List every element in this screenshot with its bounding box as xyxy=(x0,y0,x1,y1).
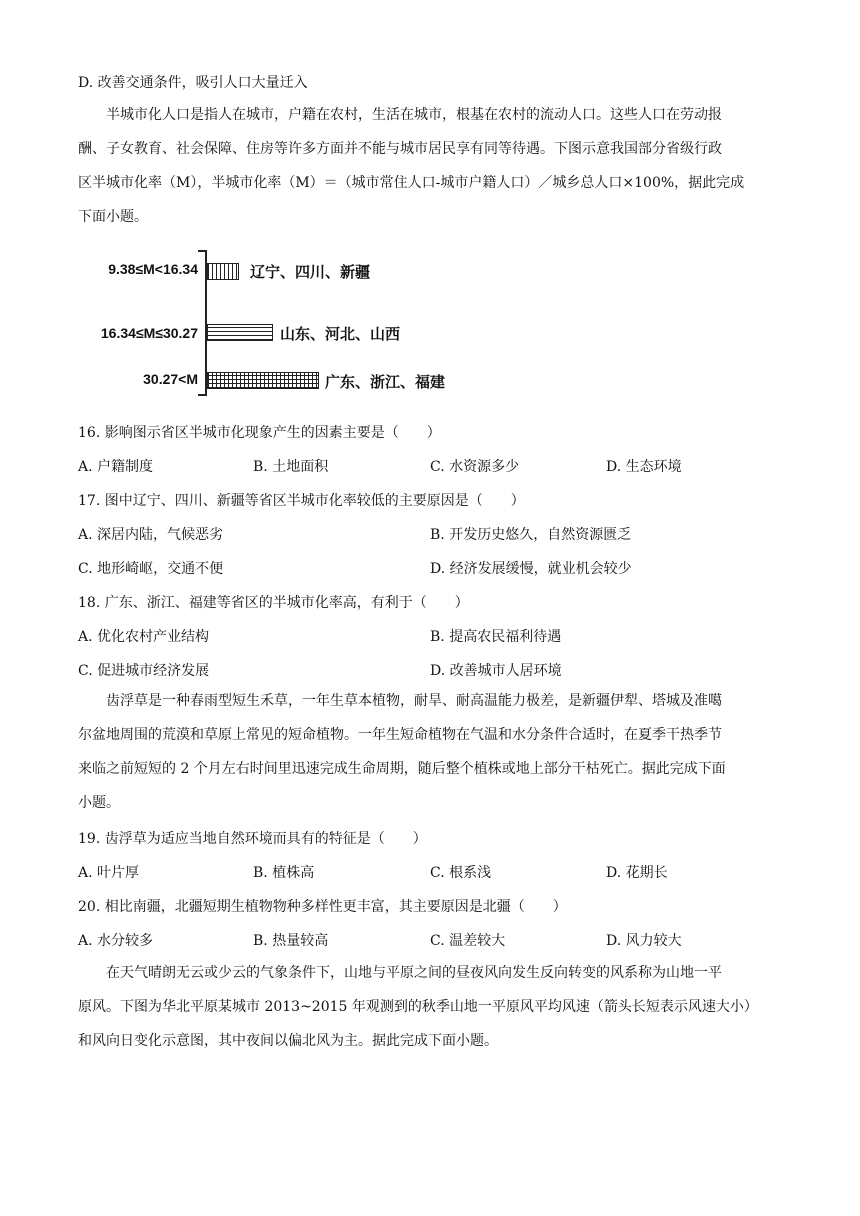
passage-ephemeral-plant xyxy=(78,684,798,820)
q15-option-d: D. 改善交通条件，吸引人口大量迁入 xyxy=(78,75,308,91)
q16-option-b[interactable]: B. 土地面积 xyxy=(253,459,329,475)
question-19: 19. 齿浮草为适应当地自然环境而具有的特征是（ ） xyxy=(78,831,427,847)
chart-category-label: 16.34≤M≤30.27 xyxy=(100,325,198,341)
q16-option-a[interactable]: A. 户籍制度 xyxy=(78,459,154,475)
chart-bar-label: 广东、浙江、福建 xyxy=(325,373,446,391)
q19-option-a[interactable]: A. 叶片厚 xyxy=(78,865,140,881)
passage-mountain-plain-wind xyxy=(78,956,798,1058)
passage-line: 在天气晴朗无云或少云的气象条件下，山地与平原之间的昼夜风向发生反向转变的风系称为山地一平 xyxy=(106,965,722,981)
chart-bar-label: 山东、河北、山西 xyxy=(280,325,401,343)
passage-semi-urbanization xyxy=(78,98,798,234)
chart-category-label: 9.38≤M<16.34 xyxy=(108,261,198,277)
passage-line: 酬、子女教育、社会保障、住房等许多方面并不能与城市居民享有同等待遇。下图示意我国部分省级行政 xyxy=(78,141,722,157)
chart-category-label: 30.27<M xyxy=(143,371,198,387)
q19-option-c[interactable]: C. 根系浅 xyxy=(430,865,492,881)
passage-line: 小题。 xyxy=(78,795,120,811)
q19-option-b[interactable]: B. 植株高 xyxy=(253,865,315,881)
q17-option-a[interactable]: A. 深居内陆，气候恶劣 xyxy=(78,527,224,543)
passage-line: 和风向日变化示意图，其中夜间以偏北风为主。据此完成下面小题。 xyxy=(78,1033,498,1049)
q18-option-b[interactable]: B. 提高农民福利待遇 xyxy=(430,629,562,645)
passage-line: 半城市化人口是指人在城市，户籍在农村，生活在城市，根基在农村的流动人口。这些人口在劳动报 xyxy=(106,107,722,123)
question-18: 18. 广东、浙江、福建等省区的半城市化率高，有利于（ ） xyxy=(78,595,469,611)
chart-bar-3 xyxy=(207,372,319,389)
chart-tick xyxy=(198,250,206,252)
passage-line: 来临之前短短的 2 个月左右时间里迅速完成生命周期，随后整个植株或地上部分干枯死亡。据此完成下面 xyxy=(78,761,726,777)
chart-tick xyxy=(198,394,206,396)
q20-option-d[interactable]: D. 风力较大 xyxy=(606,933,682,949)
passage-line: 齿浮草是一种春雨型短生禾草，一年生草本植物，耐旱、耐高温能力极差，是新疆伊犁、塔城及准噶 xyxy=(106,693,722,709)
passage-line: 下面小题。 xyxy=(78,209,148,225)
chart-bar-2 xyxy=(207,324,273,341)
chart-bar-label: 辽宁、四川、新疆 xyxy=(250,263,371,281)
question-17: 17. 图中辽宁、四川、新疆等省区半城市化率较低的主要原因是（ ） xyxy=(78,493,525,509)
q16-option-c[interactable]: C. 水资源多少 xyxy=(430,459,520,475)
semi-urbanization-chart xyxy=(78,244,498,404)
q20-option-a[interactable]: A. 水分较多 xyxy=(78,933,154,949)
q16-option-d[interactable]: D. 生态环境 xyxy=(606,459,682,475)
q19-option-d[interactable]: D. 花期长 xyxy=(606,865,668,881)
chart-bar-1 xyxy=(207,263,239,280)
q20-option-b[interactable]: B. 热量较高 xyxy=(253,933,329,949)
q17-option-b[interactable]: B. 开发历史悠久，自然资源匮乏 xyxy=(430,527,632,543)
passage-line: 区半城市化率（M），半城市化率（M）＝（城市常住人口-城市户籍人口）／城乡总人口×100%，据此完成 xyxy=(78,175,745,191)
passage-line: 原风。下图为华北平原某城市 2013~2015 年观测到的秋季山地一平原风平均风速（箭头长短表示风速大小） xyxy=(78,999,758,1015)
q17-option-d[interactable]: D. 经济发展缓慢，就业机会较少 xyxy=(430,561,632,577)
q18-option-d[interactable]: D. 改善城市人居环境 xyxy=(430,663,562,679)
question-16: 16. 影响图示省区半城市化现象产生的因素主要是（ ） xyxy=(78,425,441,441)
question-20: 20. 相比南疆，北疆短期生植物物种多样性更丰富，其主要原因是北疆（ ） xyxy=(78,899,567,915)
q20-option-c[interactable]: C. 温差较大 xyxy=(430,933,506,949)
passage-line: 尔盆地周围的荒漠和草原上常见的短命植物。一年生短命植物在气温和水分条件合适时，在夏季干热季节 xyxy=(78,727,722,743)
q17-option-c[interactable]: C. 地形崎岖，交通不便 xyxy=(78,561,224,577)
q18-option-a[interactable]: A. 优化农村产业结构 xyxy=(78,629,210,645)
q18-option-c[interactable]: C. 促进城市经济发展 xyxy=(78,663,210,679)
